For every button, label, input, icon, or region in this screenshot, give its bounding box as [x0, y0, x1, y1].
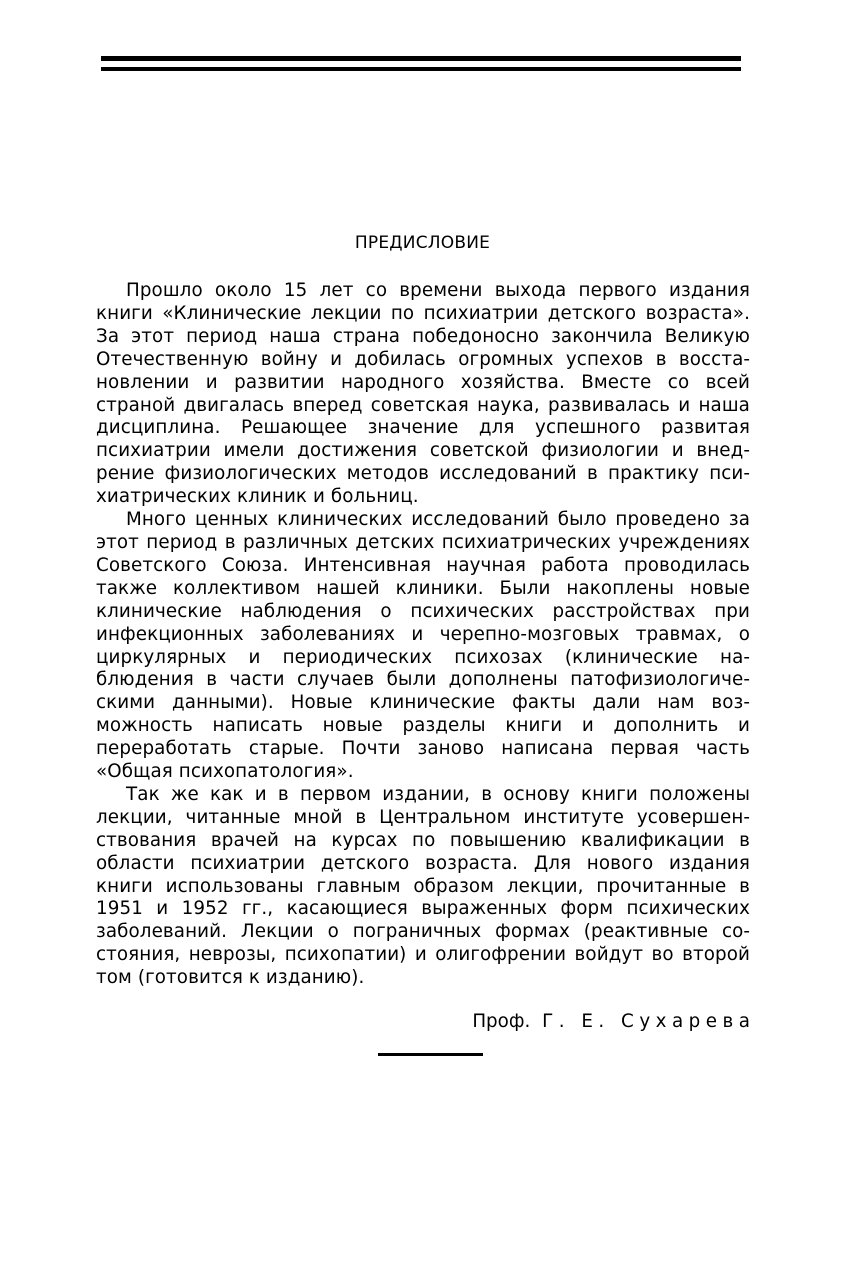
header-rule-thick: [101, 56, 741, 61]
header-rule-thin: [101, 67, 741, 71]
page-title: ПРЕДИСЛОВИЕ: [354, 233, 491, 253]
body-text: [96, 280, 750, 990]
paragraph: Много ценных клинических исследований было проведено за этот период в различных детских психиатрических учреждениях Советского Союза. Интенсивная научная работа проводилась также коллективом нашей клиники. Были накоплены новые клинические наблюдения о психических расстройствах при инфекционных заболеваниях и черепно-мозговых травмах, о циркулярных и периодических психозах (клинические наблюдения в части случаев были дополнены патофизиологическими данными). Новые клинические факты дали нам возможность написать новые разделы книги и дополнить и переработать старые. Почти заново написана первая часть «Общая психопатология».: [96, 509, 750, 783]
signature: [472, 1011, 756, 1032]
signature-name: Г. Е. Сухарева: [542, 1011, 756, 1032]
signature-title: Проф.: [472, 1011, 531, 1032]
end-rule: [378, 1053, 483, 1056]
paragraph: Так же как и в первом издании, в основу книги положены лекции, читанные мной в Центральном институте усовершенствования врачей на курсах по повышению квалификации в области психиатрии детского возраста. Для нового издания книги использованы главным образом лекции, прочитанные в 1951 и 1952 гг., касающиеся выраженных форм психических заболеваний. Лекции о пограничных формах (реактивные состояния, неврозы, психопатии) и олигофрении войдут во второй том (готовится к изданию).: [96, 783, 750, 989]
paragraph: Прошло около 15 лет со времени выхода первого издания книги «Клинические лекции по психиатрии детского возраста». За этот период наша страна победоносно закончила Великую Отечественную войну и добилась огромных успехов в восстановлении и развитии народного хозяйства. Вместе со всей страной двигалась вперед советская наука, развивалась и наша дисциплина. Решающее значение для успешного развитая психиатрии имели достижения советской физиологии и внедрение физиологических методов исследований в практику психиатрических клиник и больниц.: [96, 280, 750, 508]
